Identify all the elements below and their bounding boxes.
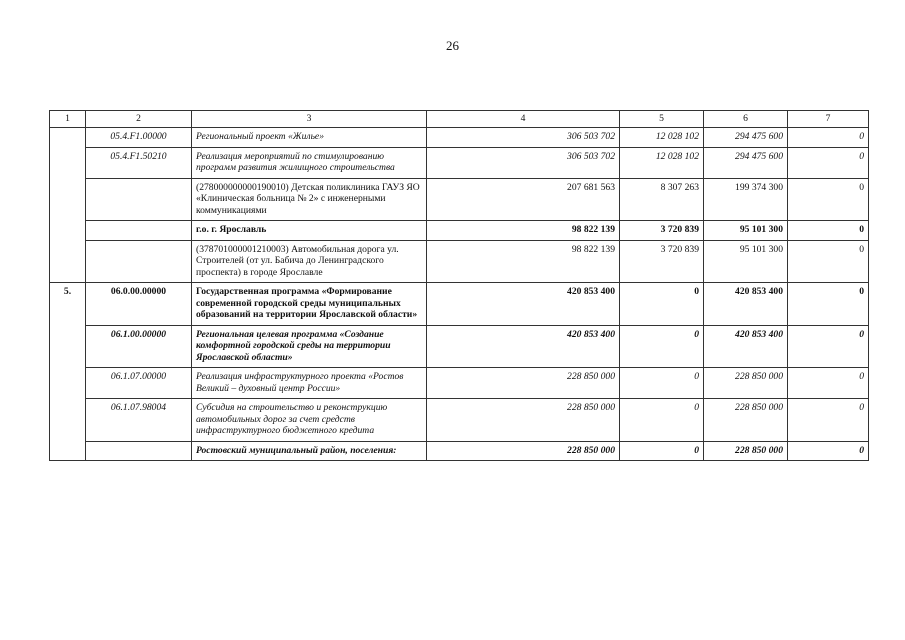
row-code: 06.0.00.00000 [86,283,192,326]
row-col7: 0 [788,399,869,442]
row-col6: 420 853 400 [704,283,788,326]
row-code: 06.1.07.98004 [86,399,192,442]
row-col7: 0 [788,283,869,326]
table-row [50,283,869,326]
row-col6: 294 475 600 [704,147,788,178]
row-total: 306 503 702 [427,128,620,148]
row-title: Государственная программа «Формирование современной городской среды муниципальных образований на территории Ярославской области» [192,283,427,326]
row-col5: 0 [620,399,704,442]
row-code [86,441,192,461]
row-title: (378701000001210003) Автомобильная дорога ул. Строителей (от ул. Бабича до Ленинградского проспекта) в городе Ярославле [192,240,427,283]
table-row [50,240,869,283]
row-col7: 0 [788,147,869,178]
table-row [50,441,869,461]
row-col5: 12 028 102 [620,128,704,148]
row-col6: 228 850 000 [704,441,788,461]
row-total: 228 850 000 [427,368,620,399]
row-col6: 95 101 300 [704,240,788,283]
row-col6: 95 101 300 [704,221,788,241]
header-col-3: 3 [192,111,427,128]
row-col7: 0 [788,368,869,399]
row-col6: 199 374 300 [704,178,788,221]
row-col5: 8 307 263 [620,178,704,221]
row-col6: 420 853 400 [704,325,788,368]
budget-table [49,110,869,461]
row-title: Субсидия на строительство и реконструкцию автомобильных дорог за счет средств инфраструктурного бюджетного кредита [192,399,427,442]
row-index-cell: 5. [50,283,86,461]
row-code: 06.1.07.00000 [86,368,192,399]
row-col7: 0 [788,128,869,148]
row-col7: 0 [788,325,869,368]
table-row [50,128,869,148]
row-index-cell [50,128,86,283]
row-total: 228 850 000 [427,399,620,442]
row-total: 228 850 000 [427,441,620,461]
row-col7: 0 [788,240,869,283]
header-col-6: 6 [704,111,788,128]
row-total: 420 853 400 [427,283,620,326]
row-code: 05.4.F1.00000 [86,128,192,148]
row-col6: 294 475 600 [704,128,788,148]
table-header-row [50,111,869,128]
row-col5: 3 720 839 [620,221,704,241]
row-code: 06.1.00.00000 [86,325,192,368]
row-code [86,221,192,241]
row-title: Ростовский муниципальный район, поселения: [192,441,427,461]
header-col-1: 1 [50,111,86,128]
row-code [86,240,192,283]
row-title: Региональная целевая программа «Создание комфортной городской среды на территории Ярославской области» [192,325,427,368]
row-col7: 0 [788,178,869,221]
table-row [50,368,869,399]
row-col5: 0 [620,325,704,368]
row-total: 98 822 139 [427,240,620,283]
row-code: 05.4.F1.50210 [86,147,192,178]
row-col5: 12 028 102 [620,147,704,178]
row-title: Региональный проект «Жилье» [192,128,427,148]
row-col5: 0 [620,441,704,461]
row-col5: 3 720 839 [620,240,704,283]
header-col-7: 7 [788,111,869,128]
table-row [50,325,869,368]
row-title: Реализация инфраструктурного проекта «Ростов Великий – духовный центр России» [192,368,427,399]
row-col6: 228 850 000 [704,399,788,442]
row-total: 98 822 139 [427,221,620,241]
page-number: 26 [446,38,459,53]
row-total: 306 503 702 [427,147,620,178]
row-col6: 228 850 000 [704,368,788,399]
header-col-5: 5 [620,111,704,128]
header-col-4: 4 [427,111,620,128]
table-row [50,399,869,442]
row-col7: 0 [788,441,869,461]
table-row [50,178,869,221]
row-title: Реализация мероприятий по стимулированию программ развития жилищного строительства [192,147,427,178]
table-row [50,221,869,241]
header-col-2: 2 [86,111,192,128]
row-col5: 0 [620,283,704,326]
row-code [86,178,192,221]
row-title: г.о. г. Ярославль [192,221,427,241]
table-row [50,147,869,178]
row-total: 420 853 400 [427,325,620,368]
row-total: 207 681 563 [427,178,620,221]
row-title: (278000000000190010) Детская поликлиника ГАУЗ ЯО «Клиническая больница № 2» с инженерными коммуникациями [192,178,427,221]
row-col7: 0 [788,221,869,241]
row-col5: 0 [620,368,704,399]
